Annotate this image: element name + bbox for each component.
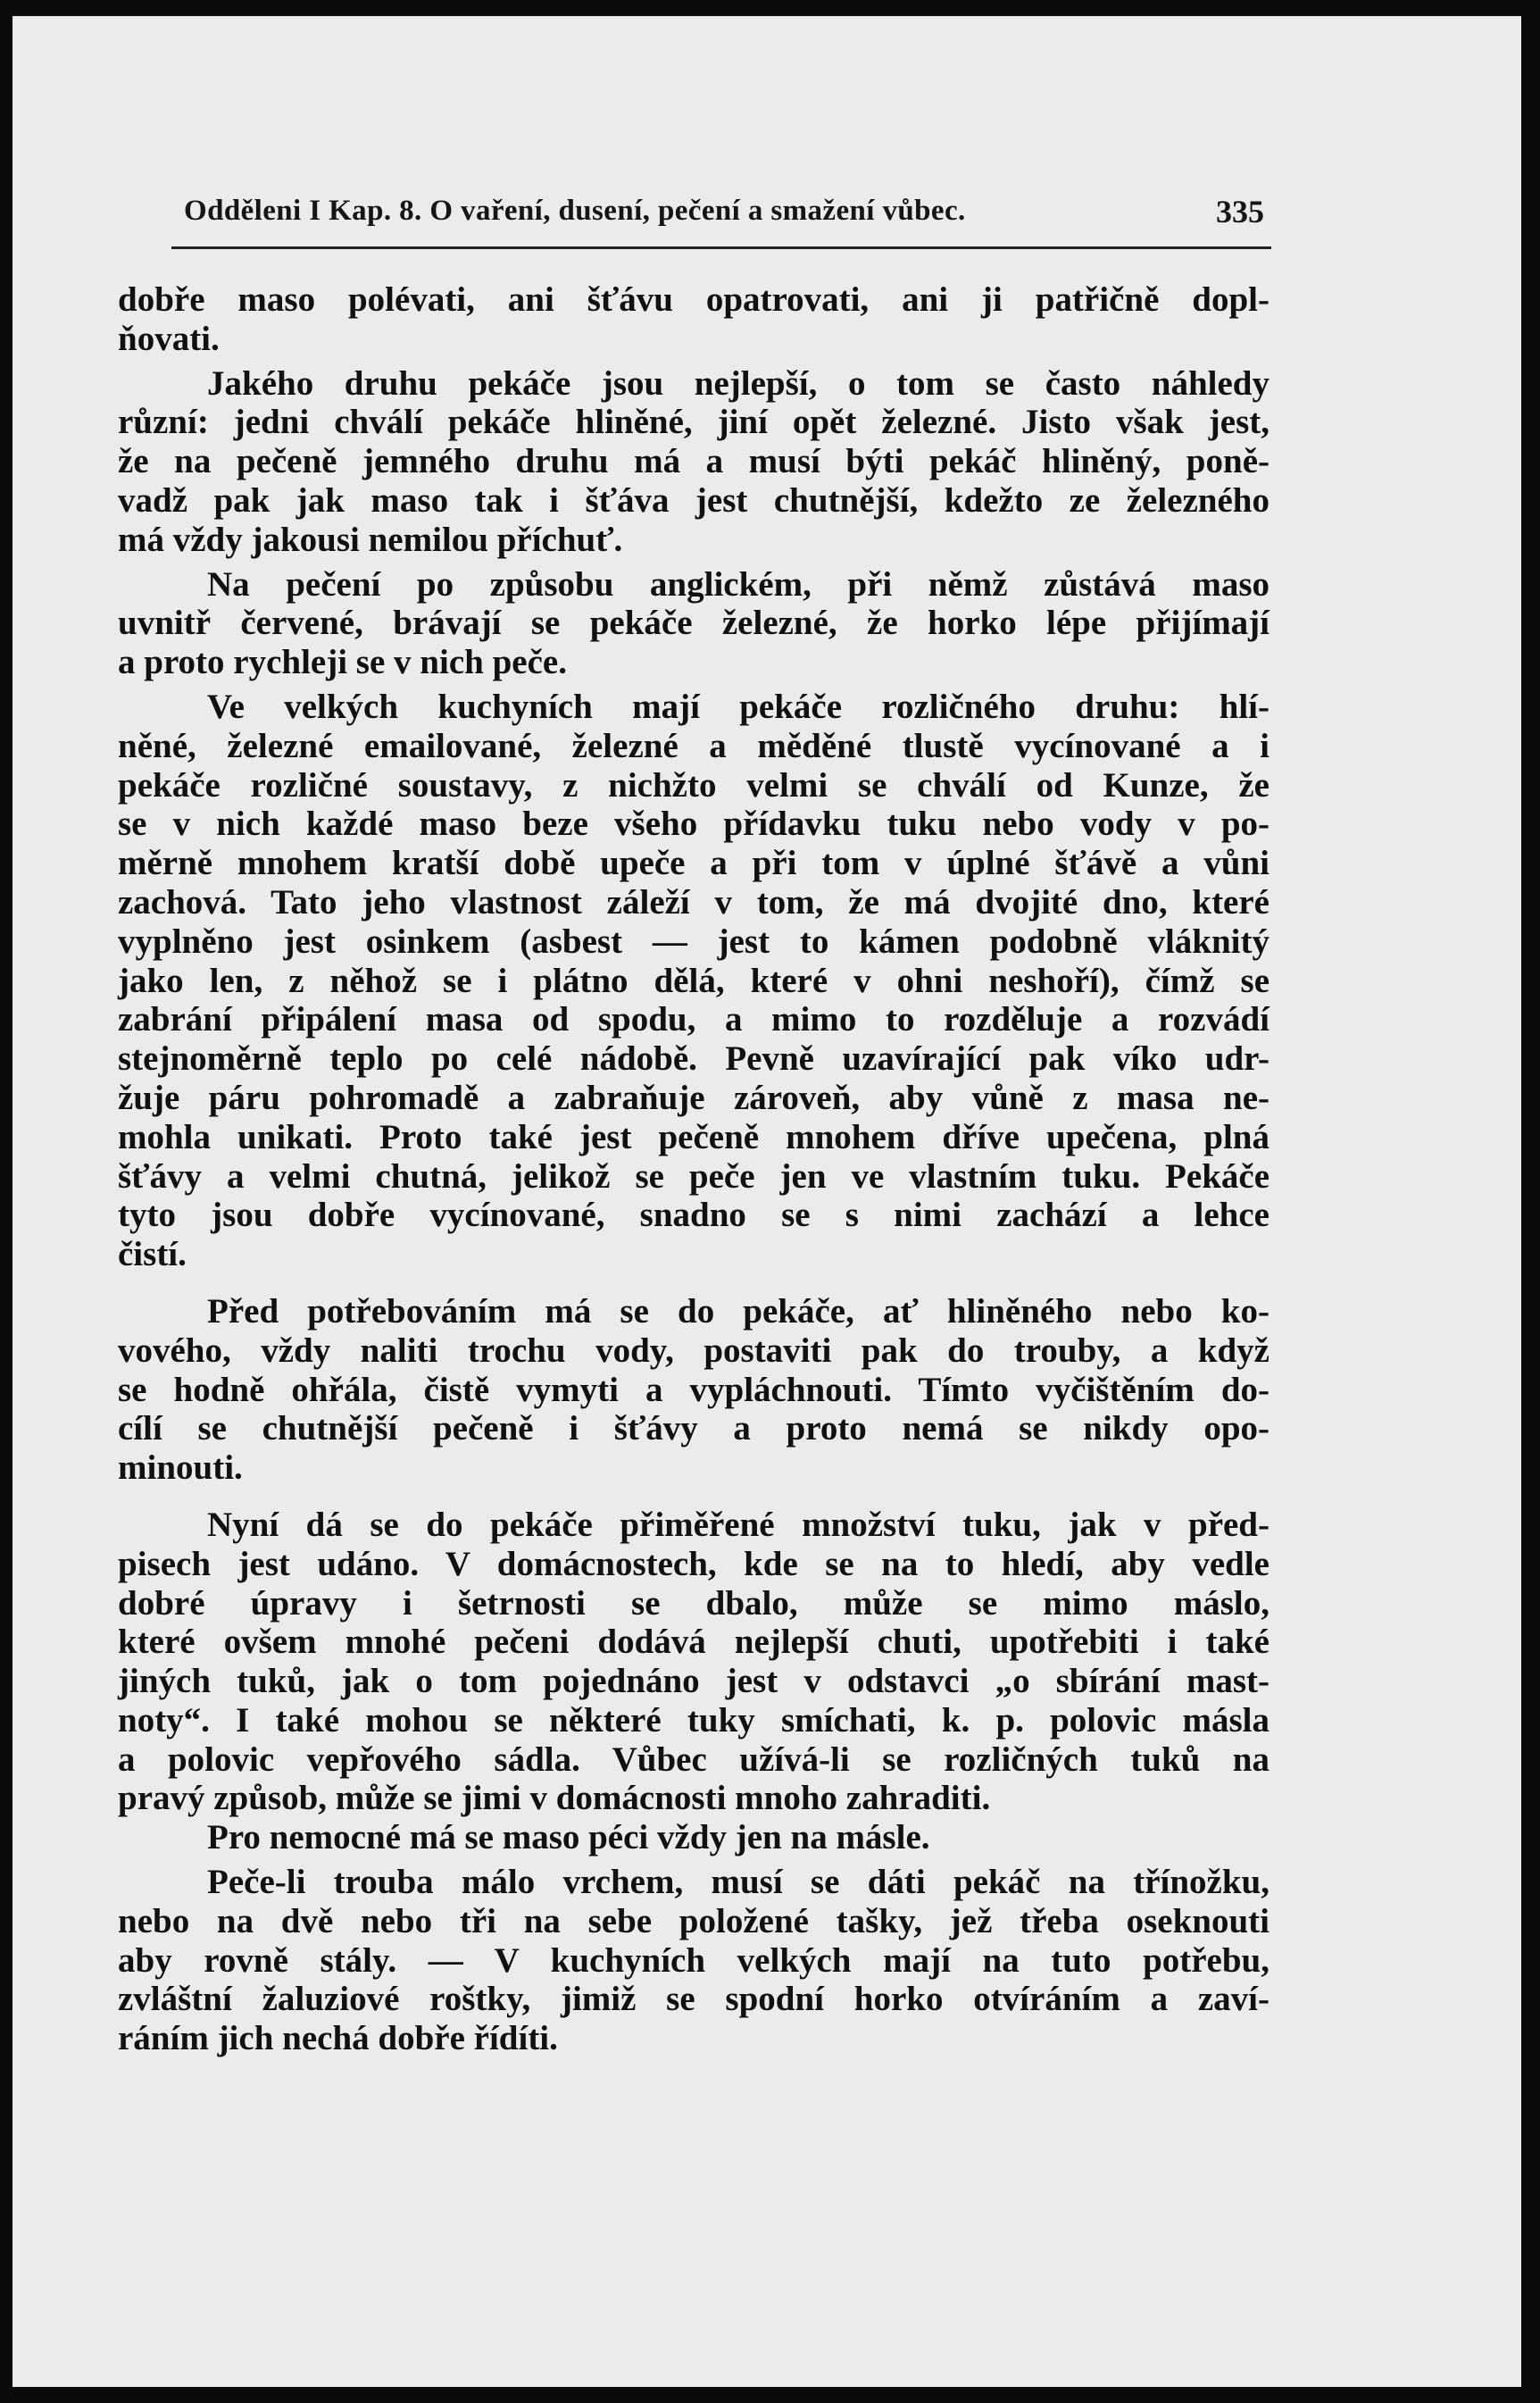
- text-line: Peče-li trouba málo vrchem, musí se dáti pekáč na třínožku,: [207, 1863, 1269, 1902]
- text-line: Nyní dá se do pekáče přiměřené množství tuku, jak v před-: [207, 1505, 1269, 1544]
- paragraph: [118, 1292, 1269, 1488]
- text-line: Před potřebováním má se do pekáče, ať hliněného nebo ko-: [207, 1291, 1269, 1331]
- text-line: které ovšem mnohé pečeni dodává nejlepší chuti, upotřebiti i také: [118, 1623, 1269, 1662]
- text-line: zachová. Tato jeho vlastnost záleží v tom, že má dvojité dno, které: [118, 882, 1269, 922]
- text-line: zabrání připálení masa od spodu, a mimo to rozděluje a rozvádí: [118, 1000, 1269, 1039]
- text-line: jako len, z něhož se i plátno dělá, které v ohni neshoří), čímž se: [118, 961, 1269, 1000]
- body-text: [118, 280, 1269, 2058]
- text-line: ráním jich nechá dobře řídíti.: [118, 2019, 558, 2058]
- text-line: vyplněno jest osinkem (asbest — jest to kámen podobně vláknitý: [118, 922, 1269, 961]
- paragraph: [118, 1506, 1269, 1818]
- text-line: noty“. I také mohou se některé tuky smíchati, k. p. polovic másla: [118, 1700, 1269, 1740]
- text-line: něné, železné emailované, železné a měděné tlustě vycínované a i: [118, 726, 1269, 765]
- paragraph: [118, 364, 1269, 560]
- text-line: pisech jest udáno. V domácnostech, kde se na to hledí, aby vedle: [118, 1544, 1269, 1583]
- running-title: Odděleni I Kap. 8. O vaření, dusení, pečení a smažení vůbec.: [184, 195, 966, 227]
- text-line: se hodně ohřála, čistě vymyti a vypláchnouti. Tímto vyčištěním do-: [118, 1370, 1269, 1409]
- text-line: ňovati.: [118, 319, 220, 358]
- paragraph: [118, 565, 1269, 682]
- text-line: se v nich každé maso beze všeho přídavku tuku nebo vody v po-: [118, 805, 1269, 844]
- text-line: že na pečeně jemného druhu má a musí býti pekáč hliněný, poně-: [118, 442, 1269, 481]
- paragraph: [118, 280, 1269, 359]
- text-line: dobré úpravy i šetrnosti se dbalo, může se mimo máslo,: [118, 1583, 1269, 1623]
- text-line: tyto jsou dobře vycínované, snadno se s nimi zachází a lehce: [118, 1196, 1269, 1235]
- text-line: minouti.: [118, 1448, 243, 1488]
- text-line: Na pečení po způsobu anglickém, při němž zůstává maso: [207, 564, 1269, 604]
- text-line: vadž pak jak maso tak i šťáva jest chutnější, kdežto ze železného: [118, 480, 1269, 520]
- text-line: aby rovně stály. — V kuchyních velkých mají na tuto potřebu,: [118, 1940, 1269, 1980]
- text-line: a polovic vepřového sádla. Vůbec užívá-li se rozličných tuků na: [118, 1740, 1269, 1779]
- text-line: zvláštní žaluziové roštky, jimiž se spodní horko otvíráním a zaví-: [118, 1980, 1269, 2019]
- text-line: stejnoměrně teplo po celé nádobě. Pevně uzavírající pak víko udr-: [118, 1039, 1269, 1079]
- text-line: různí: jedni chválí pekáče hliněné, jiní opět železné. Jisto však jest,: [118, 403, 1269, 442]
- page-number: 335: [1216, 194, 1264, 229]
- text-line: uvnitř červené, brávají se pekáče železné, že horko lépe přijímají: [118, 604, 1269, 643]
- text-line: Ve velkých kuchyních mají pekáče rozličného druhu: hlí-: [207, 687, 1269, 726]
- book-page: [12, 16, 1521, 2387]
- text-line: nebo na dvě nebo tři na sebe položené tašky, jež třeba oseknouti: [118, 1901, 1269, 1940]
- text-line: žuje páru pohromadě a zabraňuje zároveň, aby vůně z masa ne-: [118, 1078, 1269, 1117]
- text-line: mohla unikati. Proto také jest pečeně mnohem dříve upečena, plná: [118, 1117, 1269, 1156]
- text-line: jiných tuků, jak o tom pojednáno jest v odstavci „o sbírání mast-: [118, 1662, 1269, 1701]
- text-line: má vždy jakousi nemilou příchuť.: [118, 520, 623, 559]
- text-line: dobře maso polévati, ani šťávu opatrovati, ani ji patřičně dopl-: [118, 280, 1269, 319]
- text-line: Jakého druhu pekáče jsou nejlepší, o tom se často náhledy: [207, 363, 1269, 403]
- text-line: a proto rychleji se v nich peče.: [118, 643, 567, 682]
- paragraph: [118, 688, 1269, 1274]
- running-header: [171, 184, 1271, 249]
- text-line: šťávy a velmi chutná, jelikož se peče jen ve vlastním tuku. Pekáče: [118, 1156, 1269, 1196]
- paragraph: [118, 1863, 1269, 2058]
- paragraph: [118, 1818, 1269, 1857]
- text-line: Pro nemocné má se maso péci vždy jen na másle.: [207, 1818, 930, 1857]
- text-line: cílí se chutnější pečeně i šťávy a proto nemá se nikdy opo-: [118, 1409, 1269, 1448]
- text-line: vového, vždy naliti trochu vody, postaviti pak do trouby, a když: [118, 1331, 1269, 1370]
- text-line: měrně mnohem kratší době upeče a při tom v úplné šťávě a vůni: [118, 844, 1269, 883]
- text-line: pravý způsob, může se jimi v domácnosti mnoho zahraditi.: [118, 1779, 991, 1818]
- text-line: pekáče rozličné soustavy, z nichžto velmi se chválí od Kunze, že: [118, 765, 1269, 805]
- text-line: čistí.: [118, 1235, 187, 1274]
